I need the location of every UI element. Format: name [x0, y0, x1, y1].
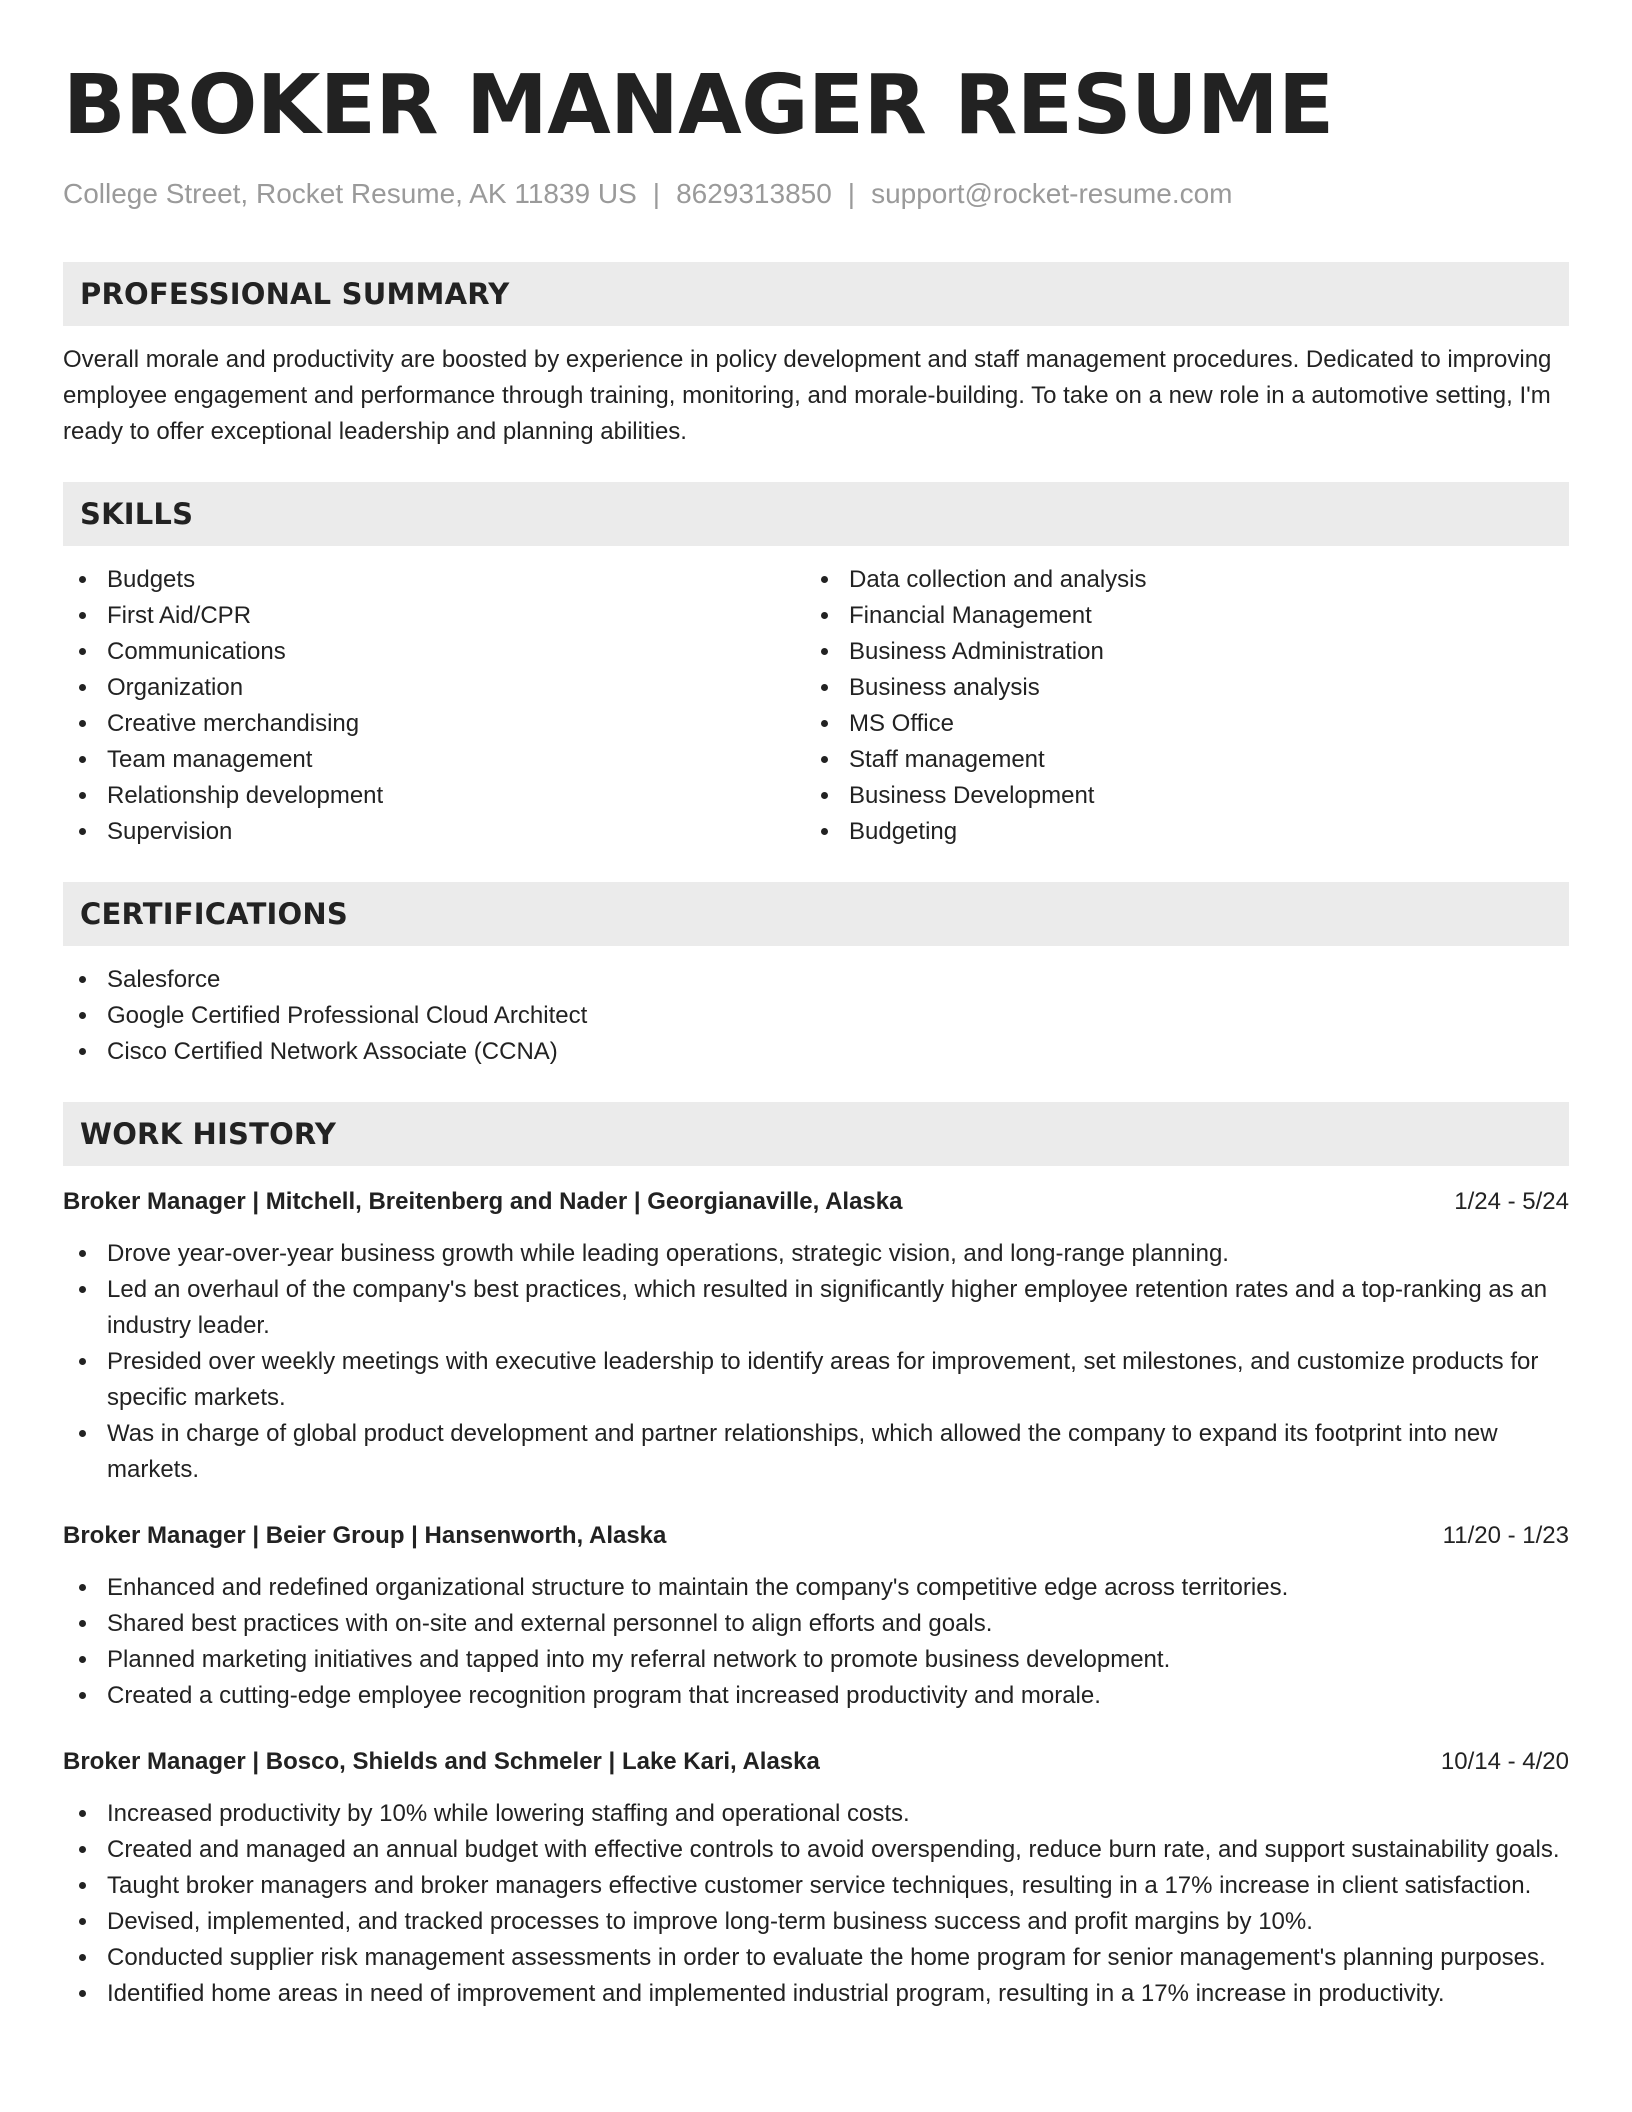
skill-item: Financial Management: [805, 598, 1547, 634]
skill-item: Supervision: [63, 814, 805, 850]
skills-column-right: [805, 562, 1547, 850]
skills-list-left: [63, 562, 805, 850]
resume-title: BROKER MANAGER RESUME: [63, 58, 1334, 153]
job-bullet: Created a cutting-edge employee recognition program that increased productivity and morale.: [63, 1678, 1569, 1714]
certification-item: Cisco Certified Network Associate (CCNA): [63, 1034, 1569, 1070]
skills-column-left: [63, 562, 805, 850]
job-bullet: Conducted supplier risk management assessments in order to evaluate the home program for senior management's planning purposes.: [63, 1940, 1569, 1976]
job-title: Broker Manager | Mitchell, Breitenberg and Nader | Georgianaville, Alaska: [63, 1188, 903, 1215]
job-bullet: Was in charge of global product development and partner relationships, which allowed the company to expand its footprint into new markets.: [63, 1416, 1569, 1488]
job-entry: [63, 1744, 1569, 2012]
job-bullet: Presided over weekly meetings with executive leadership to identify areas for improvement, set milestones, and customize products for specific markets.: [63, 1344, 1569, 1416]
skill-item: Communications: [63, 634, 805, 670]
contact-separator: |: [847, 178, 856, 209]
certification-item: Google Certified Professional Cloud Architect: [63, 998, 1569, 1034]
contact-separator: |: [652, 178, 661, 209]
skills-section-header: [63, 482, 1569, 546]
job-dates: 11/20 - 1/23: [1442, 1522, 1569, 1549]
certifications-list: [63, 962, 1569, 1070]
job-bullet: Created and managed an annual budget with effective controls to avoid overspending, reduce burn rate, and support sustainability goals.: [63, 1832, 1569, 1868]
job-header: [63, 1184, 1569, 1220]
job-title: Broker Manager | Beier Group | Hansenworth, Alaska: [63, 1522, 667, 1549]
summary-heading: PROFESSIONAL SUMMARY: [80, 277, 510, 311]
skill-item: Business Development: [805, 778, 1547, 814]
job-bullet-list: [63, 1796, 1569, 2012]
job-bullet: Taught broker managers and broker managers effective customer service techniques, resulting in a 17% increase in client satisfaction.: [63, 1868, 1569, 1904]
skill-item: Relationship development: [63, 778, 805, 814]
job-bullet: Devised, implemented, and tracked processes to improve long-term business success and profit margins by 10%.: [63, 1904, 1569, 1940]
skill-item: First Aid/CPR: [63, 598, 805, 634]
work-history-section-header: [63, 1102, 1569, 1166]
job-bullet: Drove year-over-year business growth while leading operations, strategic vision, and long-range planning.: [63, 1236, 1569, 1272]
certification-item: Salesforce: [63, 962, 1569, 998]
job-bullet: Led an overhaul of the company's best practices, which resulted in significantly higher employee retention rates and a top-ranking as an industry leader.: [63, 1272, 1569, 1344]
skill-item: Organization: [63, 670, 805, 706]
job-bullet: Enhanced and redefined organizational structure to maintain the company's competitive edge across territories.: [63, 1570, 1569, 1606]
skill-item: Creative merchandising: [63, 706, 805, 742]
job-bullet: Increased productivity by 10% while lowering staffing and operational costs.: [63, 1796, 1569, 1832]
contact-address: College Street, Rocket Resume, AK 11839 US: [63, 178, 637, 209]
certifications-heading: CERTIFICATIONS: [80, 897, 348, 931]
job-bullet: Shared best practices with on-site and external personnel to align efforts and goals.: [63, 1606, 1569, 1642]
certifications-section-header: [63, 882, 1569, 946]
skill-item: Business analysis: [805, 670, 1547, 706]
job-entry: [63, 1518, 1569, 1714]
skill-item: MS Office: [805, 706, 1547, 742]
contact-line: [63, 176, 1569, 212]
skill-item: Team management: [63, 742, 805, 778]
job-entry: [63, 1184, 1569, 1488]
job-bullet-list: [63, 1236, 1569, 1488]
job-title: Broker Manager | Bosco, Shields and Schmeler | Lake Kari, Alaska: [63, 1748, 820, 1775]
summary-section-header: [63, 262, 1569, 326]
job-dates: 10/14 - 4/20: [1440, 1748, 1569, 1775]
job-bullet: Identified home areas in need of improvement and implemented industrial program, resulting in a 17% increase in productivity.: [63, 1976, 1569, 2012]
skill-item: Data collection and analysis: [805, 562, 1547, 598]
job-dates: 1/24 - 5/24: [1454, 1188, 1569, 1215]
skills-heading: SKILLS: [80, 497, 194, 531]
summary-text: Overall morale and productivity are boosted by experience in policy development and staff management procedures. Dedicated to improving employee engagement and performance through training, monitoring, and morale-building. To take on a new role in a automotive setting, I'm ready to offer exceptional leadership and planning abilities.: [63, 346, 1552, 445]
job-header: [63, 1744, 1569, 1780]
job-header: [63, 1518, 1569, 1554]
work-history-heading: WORK HISTORY: [80, 1117, 337, 1151]
job-bullet: Planned marketing initiatives and tapped into my referral network to promote business development.: [63, 1642, 1569, 1678]
skills-list-right: [805, 562, 1547, 850]
contact-phone: 8629313850: [676, 178, 832, 209]
skill-item: Staff management: [805, 742, 1547, 778]
job-bullet-list: [63, 1570, 1569, 1714]
skill-item: Budgets: [63, 562, 805, 598]
skill-item: Business Administration: [805, 634, 1547, 670]
skill-item: Budgeting: [805, 814, 1547, 850]
contact-email: support@rocket-resume.com: [871, 178, 1233, 209]
skills-grid: [63, 562, 1569, 850]
